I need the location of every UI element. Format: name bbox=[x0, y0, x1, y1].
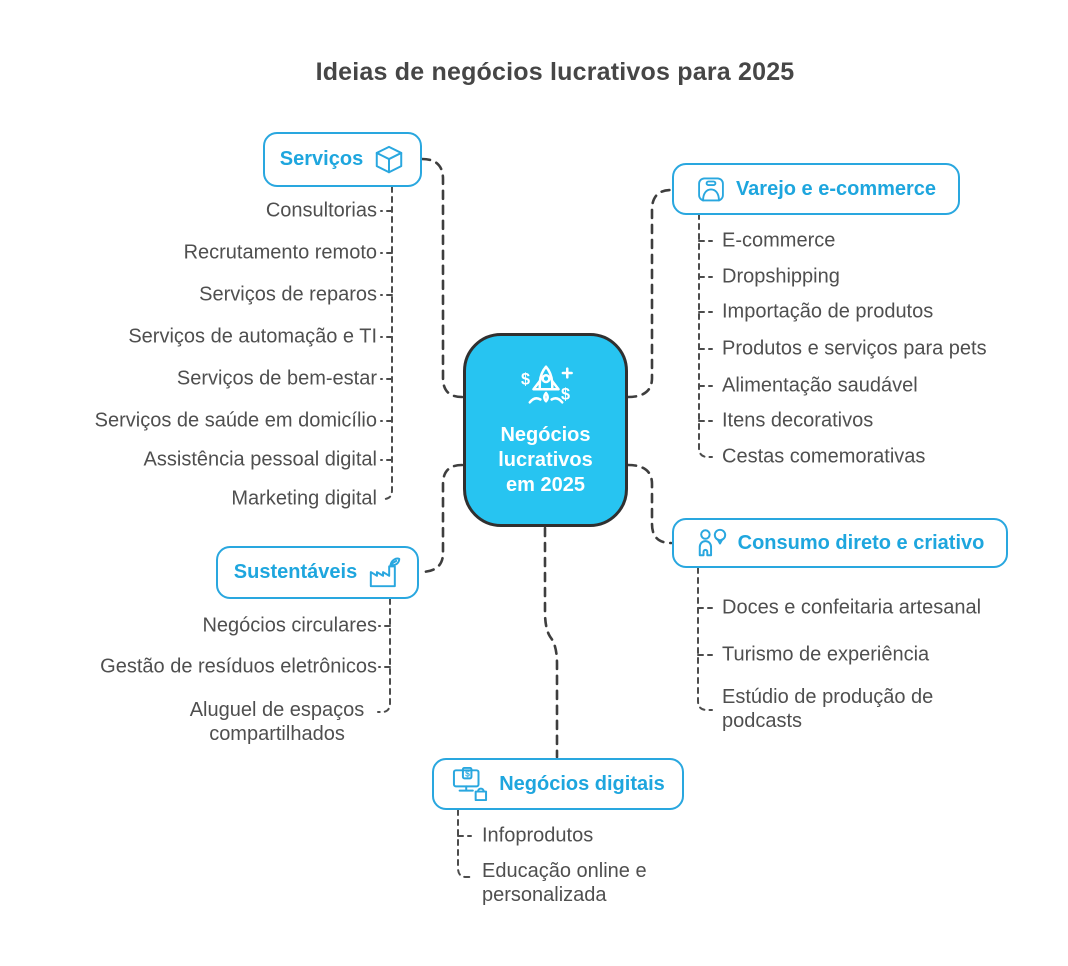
shopping-bag-icon bbox=[696, 174, 726, 204]
branch-label-digitais: Negócios digitais bbox=[499, 772, 665, 795]
mindmap-item[interactable]: Gestão de resíduos eletrônicos bbox=[100, 655, 377, 678]
cube-icon bbox=[373, 144, 405, 176]
eco-factory-icon bbox=[367, 557, 401, 589]
mindmap-item[interactable]: Serviços de reparos bbox=[199, 283, 377, 306]
mindmap-item[interactable]: Consultorias bbox=[265, 199, 377, 222]
rocket-money-icon bbox=[513, 363, 579, 413]
mindmap-item[interactable]: Serviços de saúde em domicílio bbox=[94, 409, 377, 432]
laptop-commerce-icon bbox=[451, 767, 489, 801]
branch-node-consumo[interactable] bbox=[672, 518, 1008, 568]
mindmap-item[interactable]: Aluguel de espaços compartilhados bbox=[189, 699, 365, 745]
branch-node-sustentaveis[interactable] bbox=[216, 546, 419, 599]
mindmap-item[interactable]: Recrutamento remoto bbox=[183, 241, 377, 264]
central-node-label: Negócios lucrativos em 2025 bbox=[498, 423, 593, 496]
branch-node-servicos[interactable] bbox=[263, 132, 422, 187]
person-idea-icon bbox=[696, 527, 728, 559]
mindmap-item[interactable]: Produtos e serviços para pets bbox=[722, 337, 987, 360]
central-node[interactable] bbox=[463, 333, 628, 527]
branch-label-consumo: Consumo direto e criativo bbox=[737, 531, 985, 554]
svg-text:$: $ bbox=[560, 384, 570, 403]
mindmap-item[interactable]: Serviços de automação e TI bbox=[128, 325, 377, 348]
mindmap-item[interactable]: Turismo de experiência bbox=[722, 643, 930, 666]
mindmap-item[interactable]: E-commerce bbox=[722, 229, 836, 252]
mindmap-item[interactable]: Importação de produtos bbox=[722, 300, 934, 323]
branch-label-servicos: Serviços bbox=[279, 148, 364, 170]
svg-text:$: $ bbox=[465, 768, 471, 779]
mindmap-item[interactable]: Educação online e personalizada bbox=[482, 860, 647, 906]
mindmap-item[interactable]: Serviços de bem-estar bbox=[176, 367, 377, 390]
mindmap-item[interactable]: Itens decorativos bbox=[722, 409, 874, 432]
mindmap-item[interactable]: Dropshipping bbox=[722, 265, 840, 288]
branch-node-varejo[interactable] bbox=[672, 163, 960, 215]
svg-text:$: $ bbox=[520, 369, 530, 388]
branch-label-varejo: Varejo e e-commerce bbox=[735, 177, 937, 200]
mindmap-item[interactable]: Estúdio de produção de podcasts bbox=[722, 686, 934, 732]
page-title: Ideias de negócios lucrativos para 2025 bbox=[315, 58, 795, 86]
mindmap-item[interactable]: Assistência pessoal digital bbox=[143, 448, 377, 471]
mindmap-item[interactable]: Doces e confeitaria artesanal bbox=[722, 596, 982, 619]
branch-label-sustentaveis: Sustentáveis bbox=[233, 561, 358, 583]
mindmap-item[interactable]: Infoprodutos bbox=[482, 824, 594, 847]
mindmap-item[interactable]: Alimentação saudável bbox=[722, 374, 918, 397]
mindmap-item[interactable]: Cestas comemorativas bbox=[722, 445, 926, 468]
mindmap-item[interactable]: Negócios circulares bbox=[202, 614, 377, 637]
branch-node-digitais[interactable] bbox=[432, 758, 684, 810]
mindmap-item[interactable]: Marketing digital bbox=[231, 487, 377, 510]
